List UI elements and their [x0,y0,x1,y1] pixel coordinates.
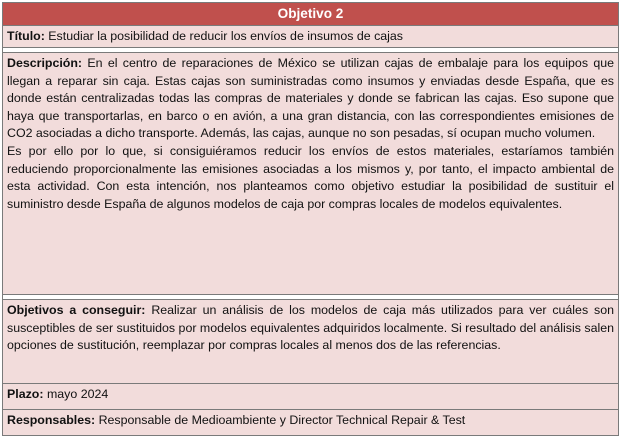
responsables-value: Responsable de Medioambiente y Director Technical Repair & Test [98,413,466,427]
objetivos-row [3,300,619,384]
descripcion-paragraph-1 [7,55,614,143]
plazo-row [3,384,619,410]
objetivos-value: Realizar un análisis de los modelos de caja más utilizados para ver cuáles son susceptibles de ser sustituidos por modelos equivalentes adquiridos localmente. Si resultado del análisis salen opciones de sustitución, reemplazar por compras locales al menos dos de las referencias. [7,303,614,353]
titulo-row [3,26,619,48]
objective-table [2,2,619,436]
descripcion-text-1: En el centro de reparaciones de México se utilizan cajas de embalaje para los equipos que llegan a reparar sin caja. Estas cajas son suministradas como insumos y enviadas desde España, que es donde están centralizadas todas las compras de materiales y donde se fabrican las cajas. Eso supone que haya que transportarlas, en barco o en avión, a una gran distancia, con las correspondientes emisiones de CO2 asociadas a dicho transporte. Además, las cajas, aunque no son pesadas, sí ocupan mucho volumen. [7,56,614,141]
responsables-row [3,410,619,436]
descripcion-paragraph-2: Es por ello por lo que, si consiguiéramos reducir los envíos de estos materiales, estaríamos también reduciendo proporcionalmente las emisiones asociadas a los mismos y, por tanto, el impacto ambiental de esta actividad. Con esta intención, nos planteamos como objetivo estudiar la posibilidad de sustituir el suministro desde España de algunos modelos de caja por compras locales de modelos equivalentes. [7,143,614,211]
objetivos-label: Objetivos a conseguir: [7,303,146,317]
objective-header: Objetivo 2 [3,3,619,26]
titulo-value: Estudiar la posibilidad de reducir los envíos de insumos de cajas [48,29,404,43]
responsables-label: Responsables: [7,413,96,427]
plazo-label: Plazo: [7,387,44,401]
descripcion-label: Descripción: [7,56,83,70]
objective-document [2,2,619,436]
descripcion-row [3,53,619,295]
plazo-value: mayo 2024 [46,387,109,401]
titulo-label: Título: [7,29,45,43]
